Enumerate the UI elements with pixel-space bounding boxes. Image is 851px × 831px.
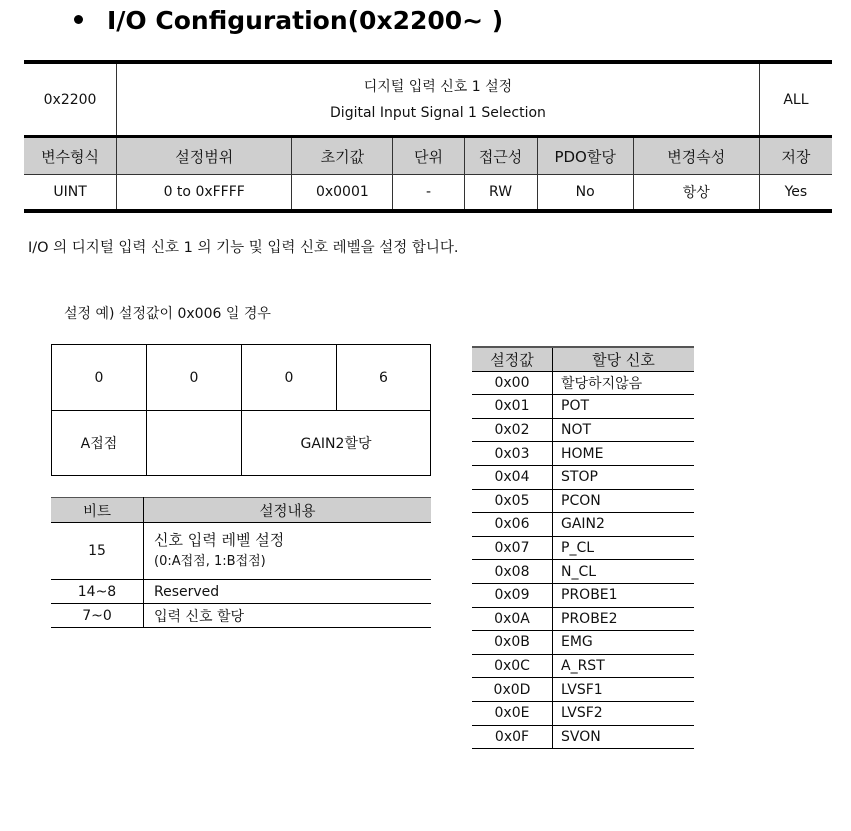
signal-row [472,418,694,442]
value-cell: 0x0E [472,701,553,725]
value-cell: 0x07 [472,536,553,560]
header-cell: 할당 신호 [553,347,695,371]
meaning-cell [147,411,242,476]
header-cell: 단위 [393,137,464,175]
header-cell: 설정값 [472,347,553,371]
signal-cell: LVSF2 [553,701,695,725]
signal-row [472,536,694,560]
header-cell: PDO할당 [537,137,633,175]
content-cell [144,523,432,580]
value-cell: 0x09 [472,583,553,607]
header-cell: 접근성 [464,137,537,175]
meaning-cell: A접점 [52,411,147,476]
digit-cell: 0 [52,345,147,411]
parameter-value-row [24,175,832,212]
value-cell: 0x06 [472,513,553,537]
signal-cell: PROBE1 [553,583,695,607]
value-cell: 0x01 [472,395,553,419]
signal-cell: PCON [553,489,695,513]
section-title-text: I/O Configuration(0x2200~ ) [107,6,504,35]
example-caption: 설정 예) 설정값이 0x006 일 경우 [64,306,271,322]
value-cell: 0x04 [472,465,553,489]
value-cell: 0x05 [472,489,553,513]
parameter-title-row [24,62,832,137]
bit-row [51,523,431,580]
signal-row [472,654,694,678]
value-cell: 0 to 0xFFFF [117,175,292,212]
signal-row [472,583,694,607]
digit-cell: 0 [242,345,337,411]
content-cell: Reserved [144,580,432,604]
bit-table-header [51,498,431,523]
digit-cell: 6 [337,345,431,411]
value-cell: Yes [759,175,832,212]
value-cell: 0x03 [472,442,553,466]
signal-row [472,725,694,749]
value-cell: 0x02 [472,418,553,442]
value-cell: 0x0001 [292,175,393,212]
value-cell: No [537,175,633,212]
value-cell: 0x0A [472,607,553,631]
parameter-header-row [24,137,832,175]
content-line: 신호 입력 레벨 설정 [154,531,285,549]
value-cell: 0x0F [472,725,553,749]
example-digit-box [51,344,431,476]
signal-cell: GAIN2 [553,513,695,537]
signal-cell: EMG [553,631,695,655]
signal-row [472,465,694,489]
signal-cell: HOME [553,442,695,466]
signal-row [472,607,694,631]
signal-row [472,489,694,513]
description-text: I/O 의 디지털 입력 신호 1 의 기능 및 입력 신호 레벨을 설정 합니다. [28,240,459,256]
signal-cell: POT [553,395,695,419]
signal-cell: 할당하지않음 [553,371,695,395]
header-cell: 설정내용 [144,498,432,523]
header-cell: 저장 [759,137,832,175]
parameter-name-ko: 디지털 입력 신호 1 설정 [363,78,513,95]
signal-cell: P_CL [553,536,695,560]
signal-cell: NOT [553,418,695,442]
signal-table-header [472,347,694,371]
content-cell: 입력 신호 할당 [144,604,432,628]
signal-cell: LVSF1 [553,678,695,702]
digit-row [52,345,431,411]
section-title [74,6,503,35]
signal-row [472,513,694,537]
signal-table [472,346,694,749]
bit-cell: 15 [51,523,144,580]
signal-row [472,701,694,725]
value-cell: 0x0D [472,678,553,702]
header-cell: 변경속성 [633,137,759,175]
value-cell: 0x00 [472,371,553,395]
meaning-row [52,411,431,476]
bit-table [51,497,431,628]
signal-cell: SVON [553,725,695,749]
value-cell: UINT [24,175,117,212]
signal-row [472,560,694,584]
value-cell: - [393,175,464,212]
header-cell: 변수형식 [24,137,117,175]
signal-cell: N_CL [553,560,695,584]
meaning-cell: GAIN2할당 [242,411,431,476]
digit-cell: 0 [147,345,242,411]
parameter-index: 0x2200 [24,62,117,137]
bit-row [51,604,431,628]
signal-row [472,395,694,419]
parameter-mode: ALL [759,62,832,137]
signal-row [472,631,694,655]
signal-row [472,371,694,395]
value-cell: 항상 [633,175,759,212]
signal-cell: A_RST [553,654,695,678]
signal-row [472,442,694,466]
value-cell: RW [464,175,537,212]
signal-cell: PROBE2 [553,607,695,631]
parameter-table [24,60,832,213]
content-line: (0:A접점, 1:B접점) [154,554,266,569]
value-cell: 0x0C [472,654,553,678]
signal-row [472,678,694,702]
header-cell: 설정범위 [117,137,292,175]
bit-cell: 7~0 [51,604,144,628]
bit-cell: 14~8 [51,580,144,604]
value-cell: 0x08 [472,560,553,584]
parameter-name [117,62,760,137]
bullet-icon [74,15,83,24]
header-cell: 비트 [51,498,144,523]
value-cell: 0x0B [472,631,553,655]
header-cell: 초기값 [292,137,393,175]
signal-cell: STOP [553,465,695,489]
bit-row [51,580,431,604]
parameter-name-en: Digital Input Signal 1 Selection [330,104,546,121]
